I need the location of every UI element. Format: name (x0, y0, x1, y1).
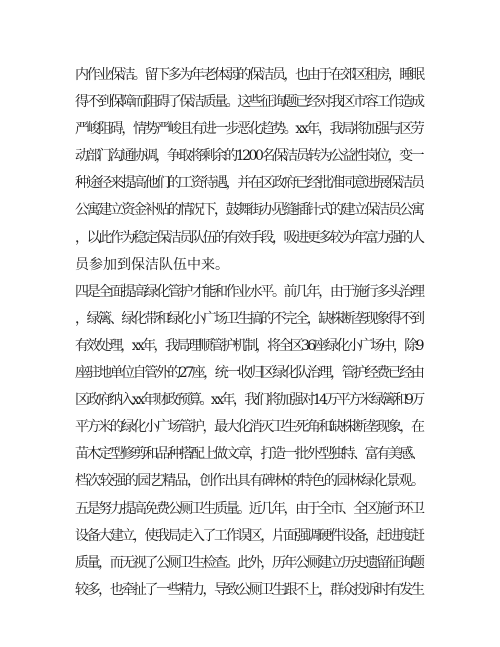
text-line: 得不到保障而阻碍了保洁质量。这些征询题已经对我区市容工作造成 (75, 94, 423, 111)
text-line: ，绿篱、绿化带和绿化小广场卫生搞的不完全，缺株断垄现象得不到 (75, 310, 423, 327)
text-line: 座驻地单位自管外的27座，统一收归区绿化队治理，管护经费已经由 (75, 365, 423, 382)
text-line: 平方米的绿化小广场管护，最大化消灭卫生死角和缺株断垄现象，在 (75, 419, 423, 436)
text-line: 四是全面提高绿化管护才能和作业水平。前几年，由于施行多头治理 (75, 283, 423, 300)
text-line: 质量，而无视了公厕卫生检查。此外，历年公厕建立历史遗留征询题 (75, 554, 423, 571)
text-line: 区政府纳入xx年财政预算。xx年，我们将加强对14万平方米绿篱和9万 (75, 392, 423, 409)
text-line: 种途径来提高他们的工资待遇，并在区政府已经批准同意进展保洁员 (75, 175, 423, 192)
text-line: 五是努力提高免费公厕卫生质量。近几年，由于全市、全区施行环卫 (75, 500, 423, 517)
text-line: 设备大建立，使我局走入了工作误区，片面强调硬件设备，赶进度赶 (75, 527, 423, 544)
text-line: 苗木定型修剪和品种搭配上做文章，打造一批外型独特、富有美感、 (75, 446, 423, 463)
text-line: 较多，也牵扯了一些精力，导致公厕卫生跟不上，群众投诉时有发生 (75, 581, 423, 598)
text-line: 员参加到保洁队伍中来。 (75, 256, 229, 273)
text-line: 有效处理，xx年，我局理顺管护机制，将全区36座绿化小广场中，除9 (75, 337, 422, 354)
document-body (75, 62, 425, 604)
text-line: 档次较强的园艺精品，创作出具有碑林的特色的园林绿化景观。 (75, 473, 424, 490)
text-line: 严峻阻碍，情势严峻且有进一步恶化趋势。xx年，我局将加强与区劳 (75, 121, 423, 138)
text-line: 动部门沟通协调，争取将剩余的1200名保洁员转为公益性岗位，变一 (75, 148, 423, 165)
text-line: 公寓建立资金补贴的情况下，鼓舞街办见缝插针式的建立保洁员公寓 (75, 202, 423, 219)
text-line: 内作业保洁。留下多为年老体弱的保洁员，也由于在郊区租房，睡眠 (75, 67, 423, 83)
text-line: ，以此作为稳定保洁员队伍的有效手段，吸进更多较为年富力强的人 (75, 229, 423, 246)
